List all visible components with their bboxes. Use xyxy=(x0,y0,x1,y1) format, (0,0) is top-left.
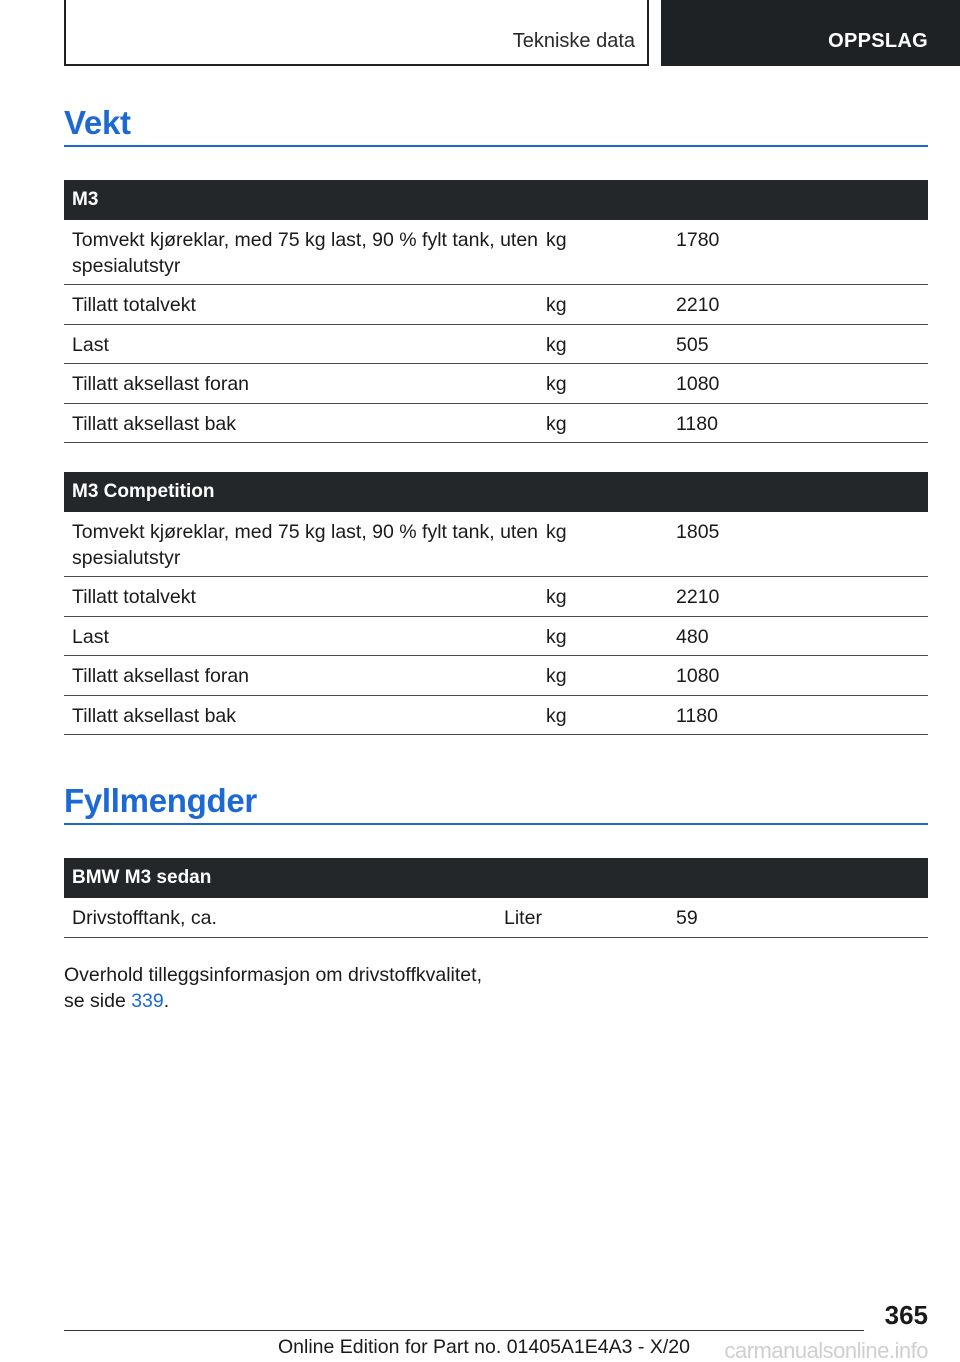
table-row xyxy=(64,220,928,285)
row-unit: kg xyxy=(546,704,567,727)
row-value: 1180 xyxy=(676,412,718,435)
row-value: 505 xyxy=(676,333,709,356)
row-unit: kg xyxy=(546,333,567,356)
table-row xyxy=(64,577,928,617)
table-row xyxy=(64,285,928,325)
row-value: 480 xyxy=(676,625,709,648)
row-label: Drivstofftank, ca. xyxy=(72,907,217,929)
row-label: Tillatt aksellast foran xyxy=(72,373,250,395)
row-unit: kg xyxy=(546,373,567,395)
row-value: 1080 xyxy=(676,665,720,687)
row-value: 2210 xyxy=(676,294,720,316)
footer-edition: Online Edition for Part no. 01405A1E4A3 - X/20 xyxy=(278,1336,690,1358)
table-row xyxy=(64,696,928,736)
page-reference-link[interactable]: 339 xyxy=(131,990,164,1012)
row-unit: kg xyxy=(546,586,567,608)
table-row xyxy=(64,404,928,444)
weight-heading-rule xyxy=(64,145,928,147)
row-value: 1780 xyxy=(676,229,720,251)
footer-watermark: carmanualsonline.info xyxy=(724,1338,928,1362)
row-label: Tillatt aksellast bak xyxy=(72,704,237,727)
row-label: Tomvekt kjøreklar, med 75 kg last, 90 % fylt tank, uten spesialutstyr xyxy=(72,521,539,569)
header-chapter-tab[interactable] xyxy=(661,0,960,66)
capacities-table xyxy=(64,858,928,938)
row-unit: kg xyxy=(546,521,567,543)
table-row xyxy=(64,617,928,657)
weight-heading: Vekt xyxy=(64,104,131,141)
row-label: Tillatt aksellast bak xyxy=(72,412,237,435)
note-suffix: . xyxy=(163,990,170,1012)
table-row xyxy=(64,656,928,696)
row-value: 1180 xyxy=(676,704,718,727)
row-label: Last xyxy=(72,625,109,648)
header-chapter-label: OPPSLAG xyxy=(828,30,928,52)
row-value: 1080 xyxy=(676,373,720,395)
row-value: 1805 xyxy=(676,521,720,543)
header-section-title: Tekniske data xyxy=(512,30,635,52)
row-label: Tillatt totalvekt xyxy=(72,294,196,316)
row-label: Tomvekt kjøreklar, med 75 kg last, 90 % fylt tank, uten spesialutstyr xyxy=(72,229,539,277)
row-unit: kg xyxy=(546,625,567,648)
table-heading: M3 Competition xyxy=(64,472,928,512)
table-row xyxy=(64,898,928,938)
row-unit: kg xyxy=(546,294,567,316)
header-section-box xyxy=(64,0,649,66)
table-row xyxy=(64,325,928,365)
row-label: Tillatt aksellast foran xyxy=(72,665,250,687)
table-heading: BMW M3 sedan xyxy=(64,858,928,898)
row-unit: kg xyxy=(546,665,567,687)
note-prefix: se side xyxy=(64,990,132,1012)
row-label: Last xyxy=(72,333,109,356)
table-heading: M3 xyxy=(64,180,928,220)
table-row xyxy=(64,512,928,577)
weight-table-m3-competition xyxy=(64,472,928,735)
row-value: 2210 xyxy=(676,586,720,608)
row-unit: kg xyxy=(546,412,567,435)
table-row xyxy=(64,364,928,404)
note-line-1: Overhold tilleggsinformasjon om drivstoffkvalitet, xyxy=(64,964,482,986)
capacities-heading: Fyllmengder xyxy=(64,782,257,819)
row-label: Tillatt totalvekt xyxy=(72,586,196,608)
page-number: 365 xyxy=(884,1300,928,1330)
footer-rule xyxy=(64,1330,864,1331)
row-value: 59 xyxy=(676,907,698,929)
weight-table-m3 xyxy=(64,180,928,443)
capacities-heading-rule xyxy=(64,823,928,825)
fuel-quality-note xyxy=(64,962,482,1014)
row-unit: kg xyxy=(546,229,567,251)
row-unit: Liter xyxy=(504,907,542,929)
